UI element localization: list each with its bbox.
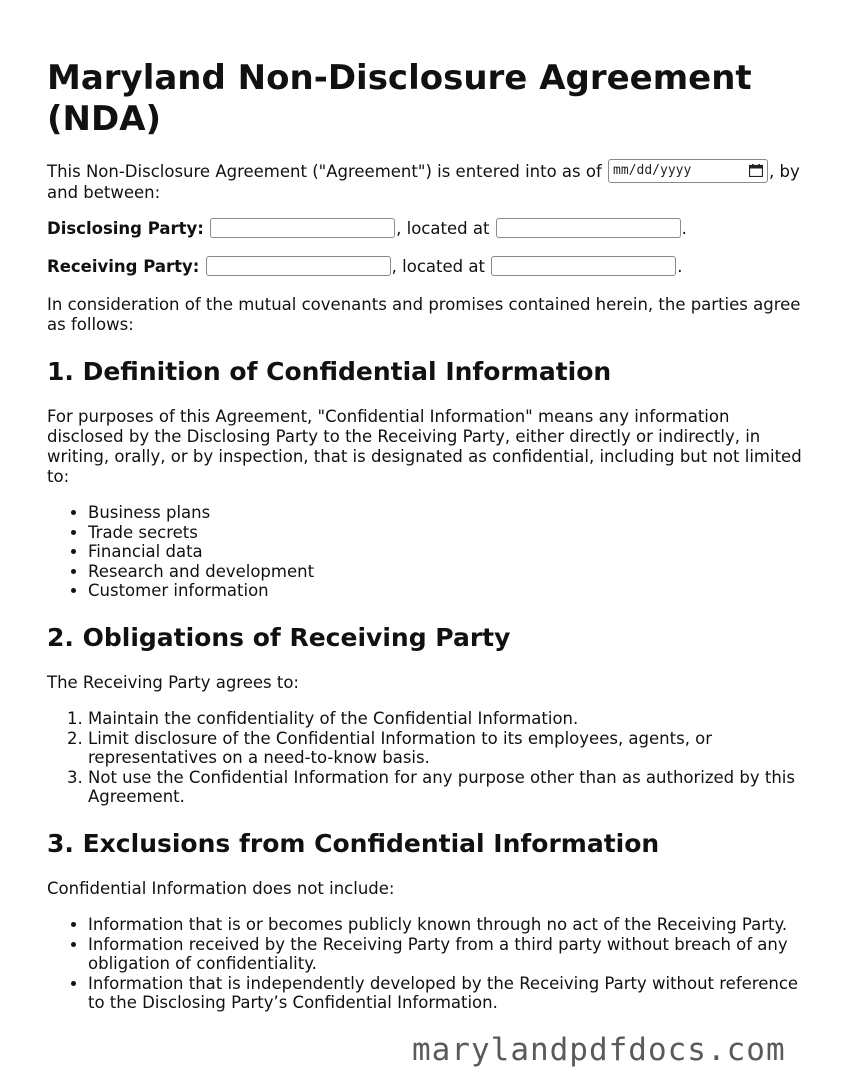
intro-paragraph <box>47 162 807 203</box>
list-item: 1. Maintain the confidentiality of the Confidential Information. <box>88 709 807 729</box>
section-2-list <box>47 709 807 807</box>
disclosing-party-address-input[interactable] <box>496 218 681 238</box>
section-1-list <box>47 503 807 601</box>
receiving-line-end: . <box>677 257 683 276</box>
intro-tail: , by and between: <box>47 162 800 202</box>
list-item: • Trade secrets <box>88 523 807 543</box>
section-1-heading: 1. Definition of Confidential Information <box>47 357 612 386</box>
disclosing-line-end: . <box>681 219 687 238</box>
list-item: • Financial data <box>88 542 807 562</box>
list-item: 2. Limit disclosure of the Confidential Information to its employees, agents, or representatives on a need-to-know basis. <box>88 729 807 768</box>
list-item: 3. Not use the Confidential Information for any purpose other than as authorized by this Agreement. <box>88 768 807 807</box>
site-watermark: marylandpdfdocs.com <box>412 1032 786 1068</box>
section-3-heading: 3. Exclusions from Confidential Information <box>47 828 660 858</box>
calendar-icon[interactable] <box>749 164 763 177</box>
disclosing-party-name-input[interactable] <box>210 218 395 238</box>
section-2-heading: 2. Obligations of Receiving Party <box>47 622 511 652</box>
document-page <box>47 58 807 1035</box>
disclosing-party-label: Disclosing Party: <box>47 219 204 238</box>
section-2-body: The Receiving Party agrees to: <box>47 672 299 692</box>
receiving-party-address-input[interactable] <box>491 256 676 276</box>
list-item: • Information received by the Receiving Party from a third party without breach of any obligation of confidentiality. <box>88 935 807 974</box>
receiving-party-label: Receiving Party: <box>47 257 200 276</box>
disclosing-party-line <box>47 219 807 239</box>
date-placeholder: mm/dd/yyyy <box>613 163 692 178</box>
list-item: • Customer information <box>88 581 807 601</box>
receiving-party-line <box>47 257 807 277</box>
disclosing-located-text: , located at <box>396 219 490 238</box>
list-item: • Information that is independently developed by the Receiving Party without reference to the Disclosing Party’s Confidential Information. <box>88 974 807 1013</box>
agreement-date-input[interactable] <box>608 159 768 183</box>
list-item: • Research and development <box>88 562 807 582</box>
section-1-body: For purposes of this Agreement, "Confidential Information" means any information disclosed by the Disclosing Party to the Receiving Party, either directly or indirectly, in writing, orally, or by inspection, that is designated as confidential, including but not limited to: <box>47 407 802 486</box>
intro-text: This Non-Disclosure Agreement ("Agreement") is entered into as of <box>47 162 602 181</box>
receiving-located-text: , located at <box>391 257 485 276</box>
section-3-body: Confidential Information does not include: <box>47 878 395 898</box>
section-3-list <box>47 915 807 1013</box>
consideration-paragraph: In consideration of the mutual covenants and promises contained herein, the parties agree as follows: <box>47 295 801 334</box>
list-item: • Business plans <box>88 503 807 523</box>
page-title: Maryland Non-Disclosure Agreement (NDA) <box>47 58 752 139</box>
receiving-party-name-input[interactable] <box>206 256 391 276</box>
list-item: • Information that is or becomes publicly known through no act of the Receiving Party. <box>88 915 807 935</box>
